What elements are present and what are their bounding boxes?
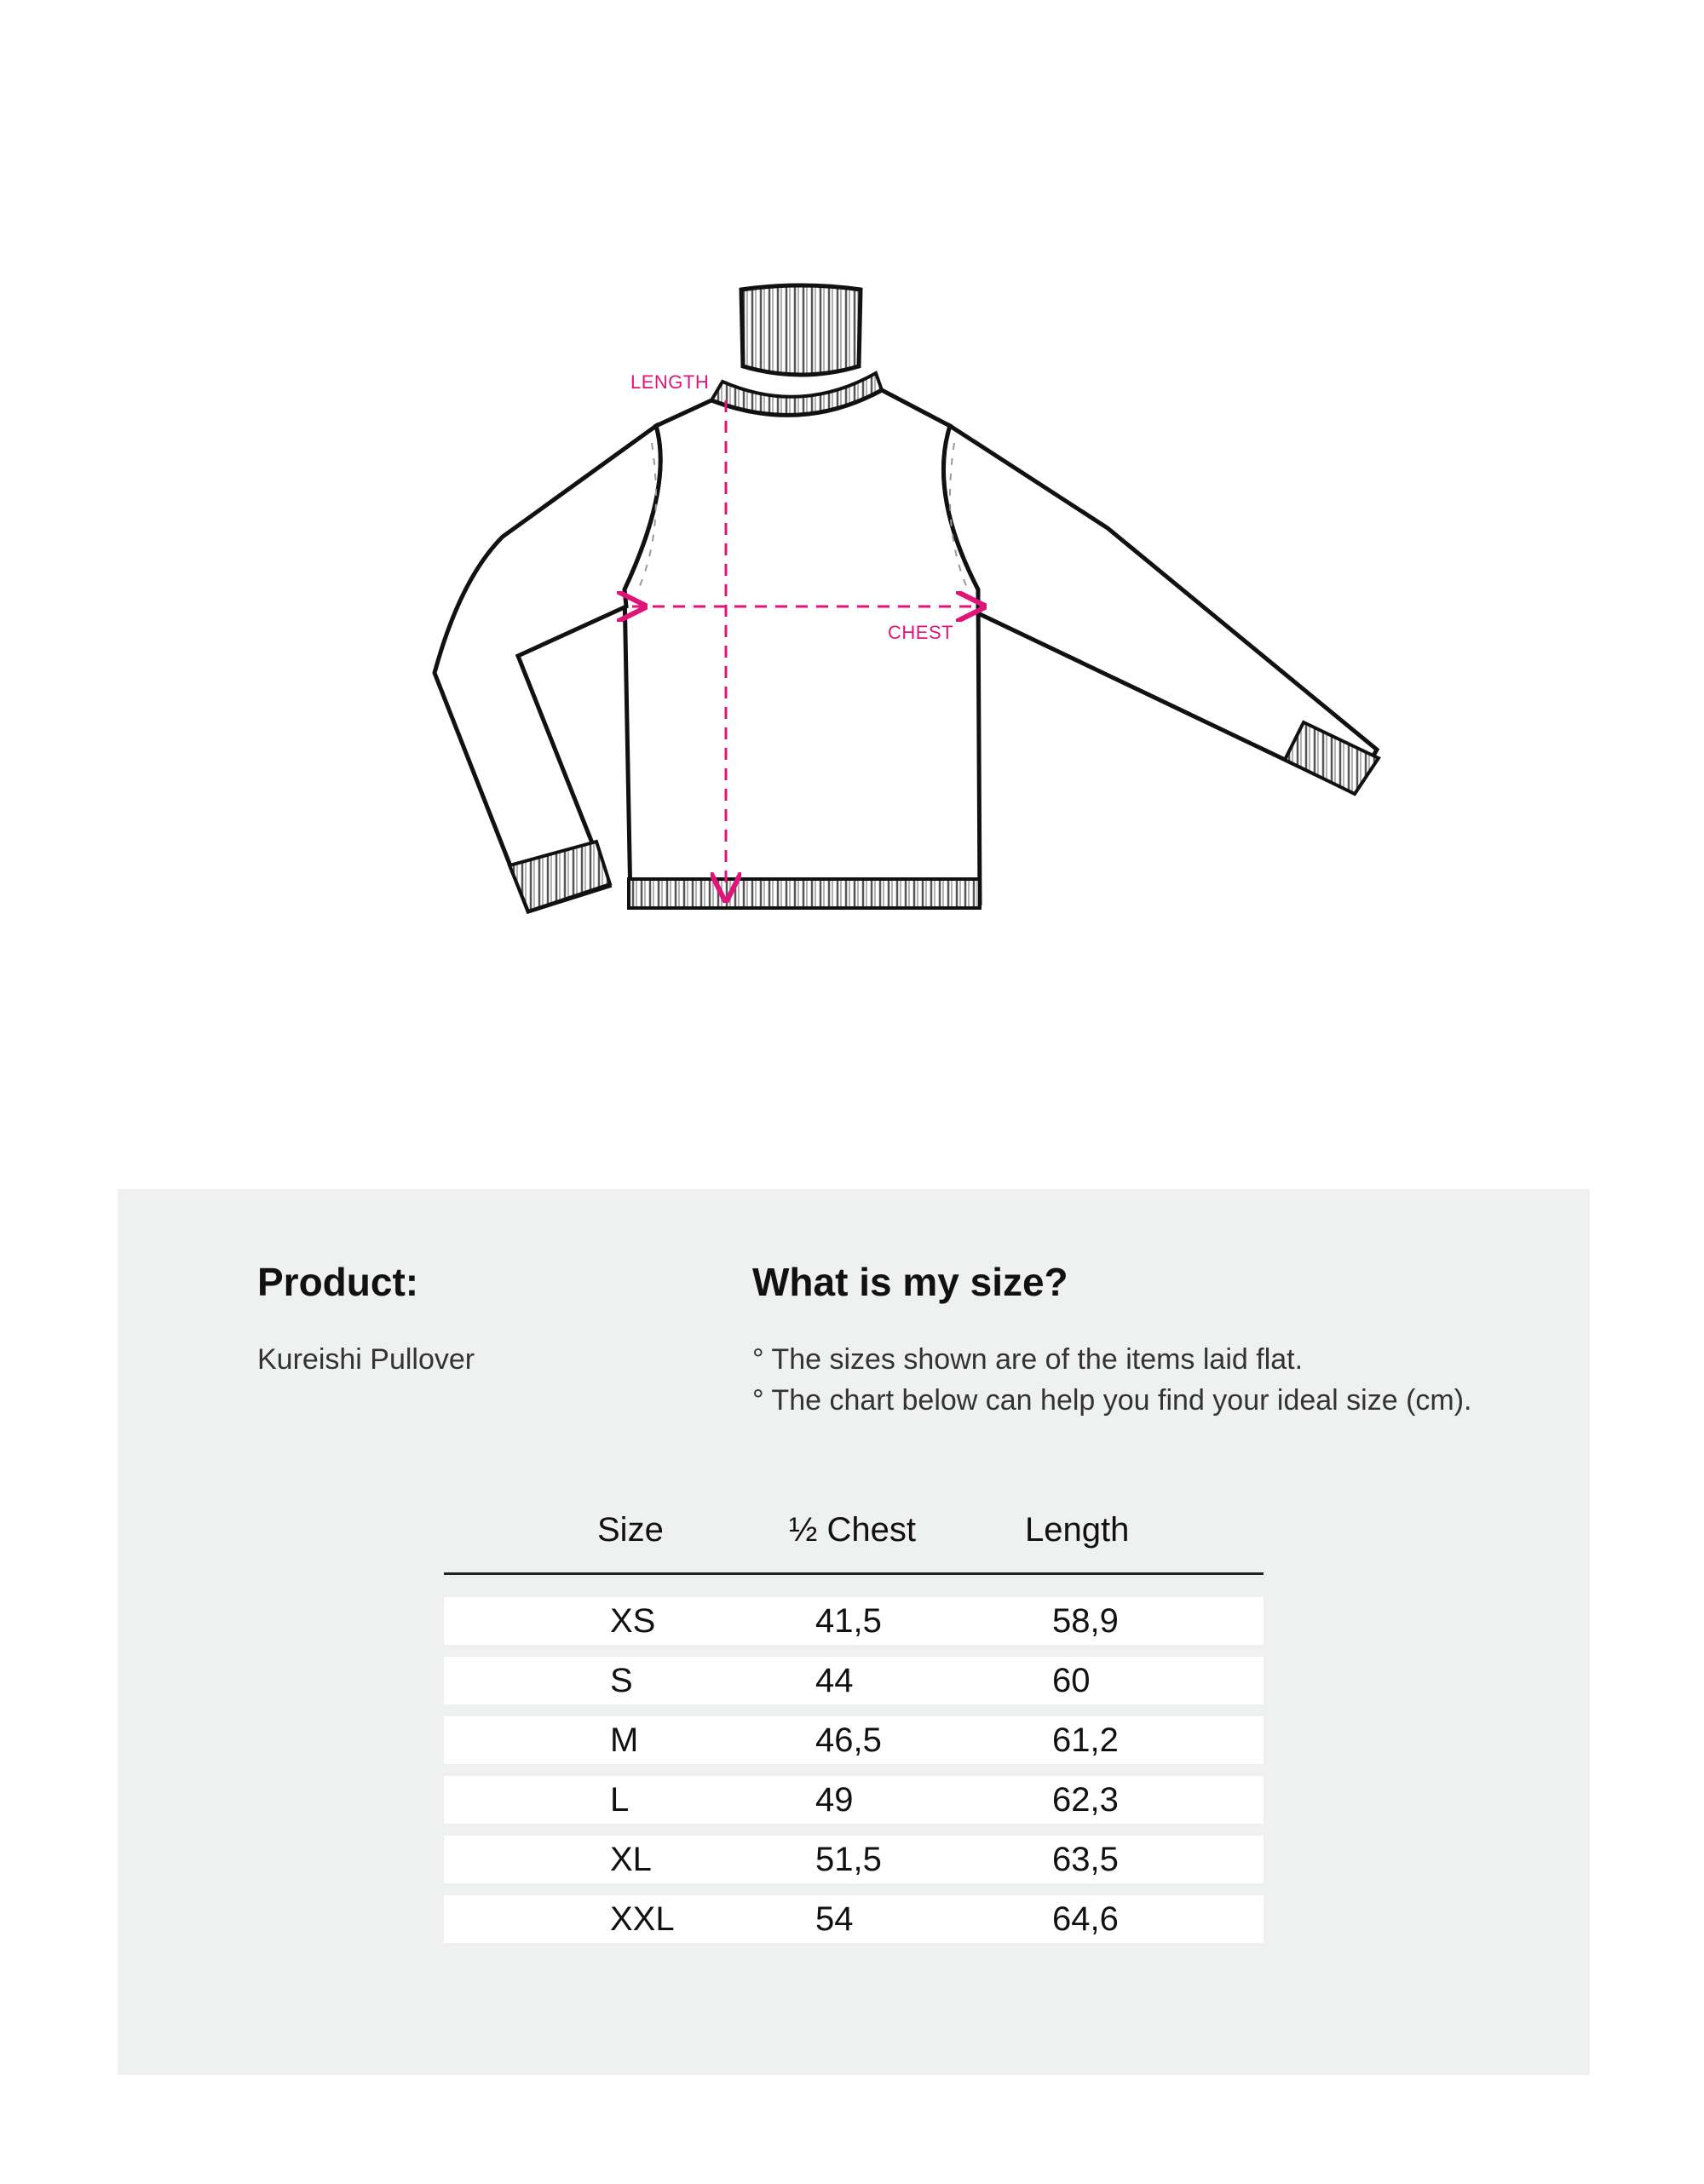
- cell-chest: 54: [815, 1900, 854, 1938]
- table-row: [444, 1776, 1264, 1824]
- cell-size: S: [610, 1662, 633, 1699]
- table-row: [444, 1716, 1264, 1764]
- cell-size: XL: [610, 1841, 652, 1878]
- table-row: [444, 1597, 1264, 1645]
- collar: [741, 285, 861, 375]
- cell-chest: 41,5: [815, 1602, 882, 1640]
- hem-rib: [629, 879, 980, 908]
- cell-chest: 51,5: [815, 1841, 882, 1878]
- sweater-body: [625, 390, 980, 903]
- chest-label: CHEST: [888, 622, 954, 643]
- cell-length: 58,9: [1052, 1602, 1119, 1640]
- size-note: ° The sizes shown are of the items laid flat.: [752, 1343, 1304, 1376]
- size-heading: What is my size?: [752, 1260, 1068, 1304]
- size-notes: [752, 1339, 1472, 1421]
- cell-length: 60: [1052, 1662, 1091, 1699]
- turtleneck-sweater-illustration: [409, 273, 1397, 937]
- cell-size: XXL: [610, 1900, 675, 1938]
- cell-size: XS: [610, 1602, 656, 1640]
- header-size: Size: [597, 1511, 664, 1549]
- size-table: [444, 1504, 1264, 1955]
- product-heading: Product:: [257, 1260, 419, 1304]
- length-label: LENGTH: [630, 371, 710, 393]
- table-row: [444, 1895, 1264, 1943]
- cell-size: L: [610, 1781, 630, 1819]
- size-table-body: [444, 1597, 1264, 1943]
- size-guide-panel: [118, 1189, 1590, 2075]
- sweater-diagram: [409, 273, 1397, 937]
- cell-length: 63,5: [1052, 1841, 1119, 1878]
- cell-size: M: [610, 1721, 639, 1759]
- product-name: Kureishi Pullover: [257, 1343, 475, 1376]
- header-length: Length: [1025, 1511, 1130, 1549]
- table-row: [444, 1657, 1264, 1704]
- header-half-chest: ½ Chest: [789, 1511, 916, 1549]
- size-table-header: [444, 1504, 1264, 1575]
- cell-length: 64,6: [1052, 1900, 1119, 1938]
- table-row: [444, 1836, 1264, 1883]
- size-note: ° The chart below can help you find your ideal size (cm).: [752, 1384, 1472, 1417]
- cell-length: 61,2: [1052, 1721, 1119, 1759]
- cell-length: 62,3: [1052, 1781, 1119, 1819]
- cell-chest: 44: [815, 1662, 854, 1699]
- cell-chest: 46,5: [815, 1721, 882, 1759]
- cell-chest: 49: [815, 1781, 854, 1819]
